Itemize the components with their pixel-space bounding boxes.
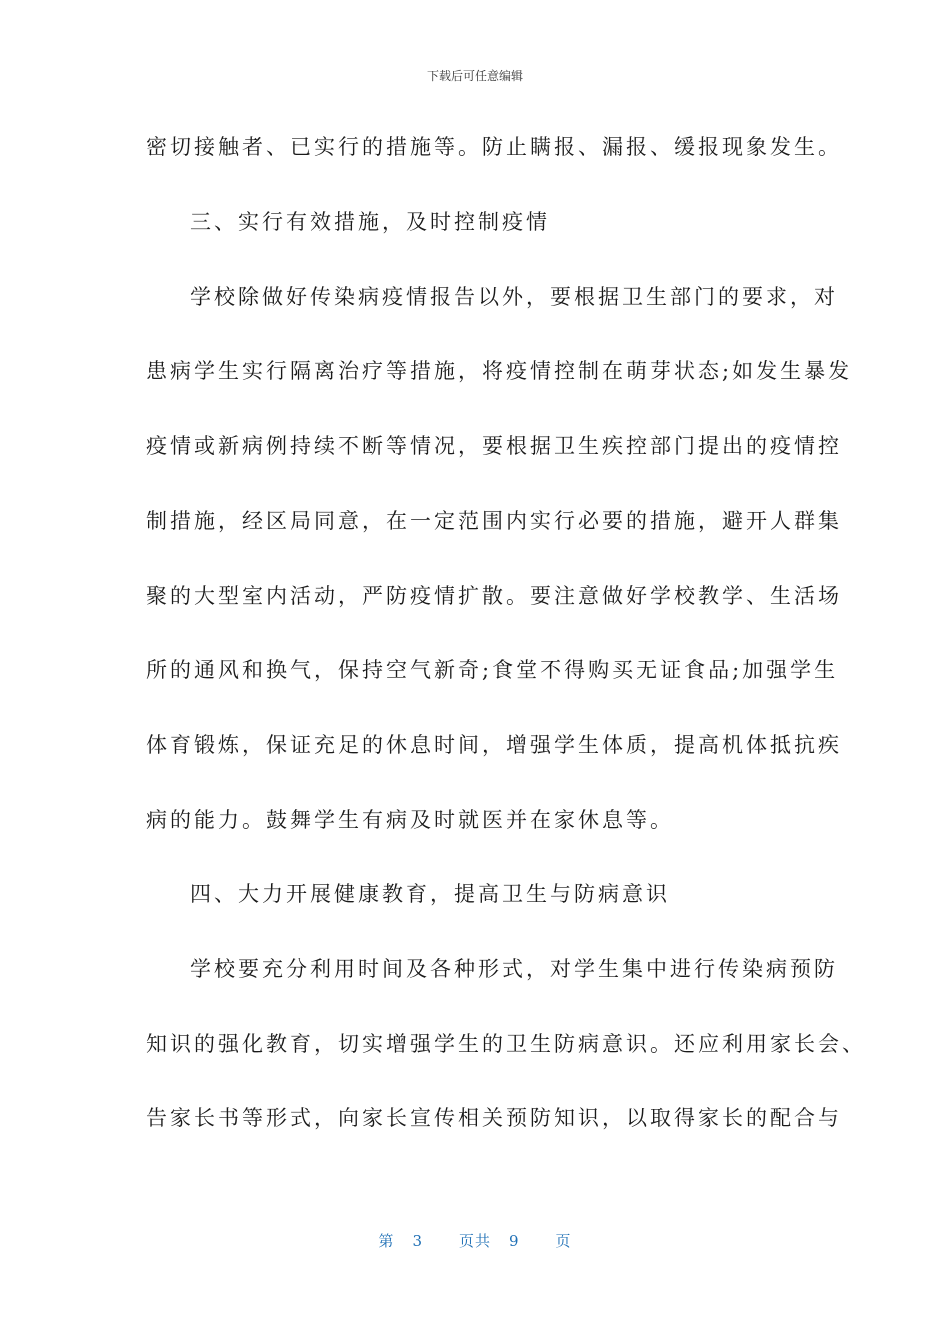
body-line: 疫情或新病例持续不断等情况，要根据卫生疾控部门提出的疫情控 — [146, 434, 842, 458]
body-line: 患病学生实行隔离治疗等措施，将疫情控制在萌芽状态;如发生暴发 — [146, 359, 853, 383]
section-heading: 三、实行有效措施，及时控制疫情 — [190, 210, 550, 234]
footer-middle: 页共 — [458, 1232, 491, 1250]
body-line: 制措施，经区局同意，在一定范围内实行必要的措施，避开人群集 — [146, 509, 842, 533]
body-line: 所的通风和换气，保持空气新奇;食堂不得购买无证食品;加强学生 — [146, 658, 839, 682]
paragraph-first-line: 学校除做好传染病疫情报告以外，要根据卫生部门的要求，对 — [190, 285, 838, 309]
page-header-note: 下载后可任意编辑 — [426, 69, 523, 83]
page-footer — [0, 1230, 950, 1251]
body-line: 病的能力。鼓舞学生有病及时就医并在家休息等。 — [146, 808, 674, 832]
body-line: 密切接触者、已实行的措施等。防止瞒报、漏报、缓报现象发生。 — [146, 135, 842, 159]
section-heading: 四、大力开展健康教育，提高卫生与防病意识 — [190, 882, 670, 906]
paragraph-first-line: 学校要充分利用时间及各种形式，对学生集中进行传染病预防 — [190, 957, 838, 981]
total-page-count: 9 — [509, 1232, 520, 1250]
footer-prefix: 第 — [378, 1232, 395, 1250]
current-page-number: 3 — [412, 1232, 423, 1250]
body-line: 聚的大型室内活动，严防疫情扩散。要注意做好学校教学、生活场 — [146, 584, 842, 608]
footer-suffix: 页 — [555, 1232, 572, 1250]
body-line: 告家长书等形式，向家长宣传相关预防知识，以取得家长的配合与 — [146, 1106, 842, 1130]
body-line: 体育锻炼，保证充足的休息时间，增强学生体质，提高机体抵抗疾 — [146, 733, 842, 757]
body-line: 知识的强化教育，切实增强学生的卫生防病意识。还应利用家长会、 — [146, 1032, 866, 1056]
